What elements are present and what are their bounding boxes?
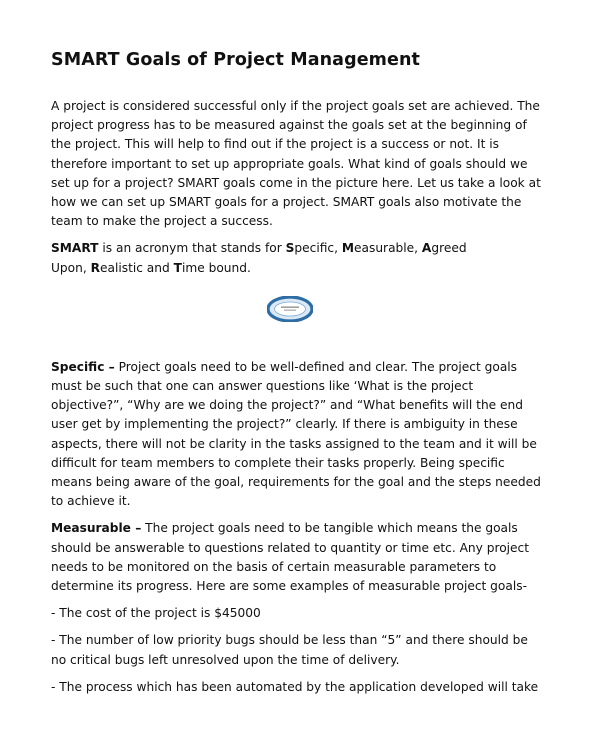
acronym-term: SMART [51, 241, 99, 256]
word-upon: Upon, [51, 260, 91, 275]
intro-paragraph: A project is considered successful only if the project goals set are achieved. The project progress has to be measured against the goals set at the beginning of the project. This will help to find out if the project is a success or not. It is therefore important to set up appropriate goals. What kind of goals should we set up for a project? SMART goals come in the picture here. Let us take a look at how we can set up SMART goals for a project. SMART goals also motivate the team to make the project a success. [51, 99, 541, 229]
letter-a: A [421, 241, 432, 256]
word-realistic: ealistic and [99, 260, 174, 275]
word-agreed: greed [431, 241, 467, 256]
measurable-paragraph [51, 519, 541, 596]
smart-goals-circle-logo-icon [267, 296, 313, 322]
specific-heading: Specific – [51, 359, 115, 374]
list-item: - The number of low priority bugs should be less than “5” and there should be no critical bugs left unresolved upon the time of delivery. [51, 633, 528, 667]
word-measurable: easurable, [354, 241, 422, 256]
letter-r: R [90, 260, 100, 275]
specific-text: Project goals need to be well-defined and clear. The project goals must be such that one can answer questions like ‘What is the project objective?”, “Why are we doing the project?” and “What benefits will the end user get by implementing the project?” clearly. If there is ambiguity in these aspects, there will not be clarity in the tasks assigned to the team and it will be difficult for team members to complete their tasks properly. Being specific means being aware of the goal, requirements for the goal and the steps needed to achieve it. [51, 359, 541, 509]
list-item: - The cost of the project is $45000 [51, 606, 261, 621]
measurable-text: The project goals need to be tangible which means the goals should be answerable to questions related to quantity or time etc. Any project needs to be monitored on the basis of certain measurable parameters to determine its progress. Here are some examples of measurable project goals- [51, 521, 530, 594]
specific-paragraph [51, 358, 541, 512]
page-title: SMART Goals of Project Management [51, 50, 421, 70]
letter-m: M [341, 241, 355, 256]
acronym-lead: is an acronym that stands for [98, 241, 286, 256]
list-item: - The process which has been automated by the application developed will take [51, 679, 539, 694]
word-time-bound: ime bound. [181, 260, 251, 275]
measurable-heading: Measurable – [51, 521, 142, 536]
letter-s: S [285, 241, 295, 256]
letter-t: T [173, 260, 182, 275]
document-body [51, 97, 541, 705]
word-specific: pecific, [294, 241, 342, 256]
acronym-paragraph [51, 239, 541, 277]
logo-row [51, 278, 541, 358]
